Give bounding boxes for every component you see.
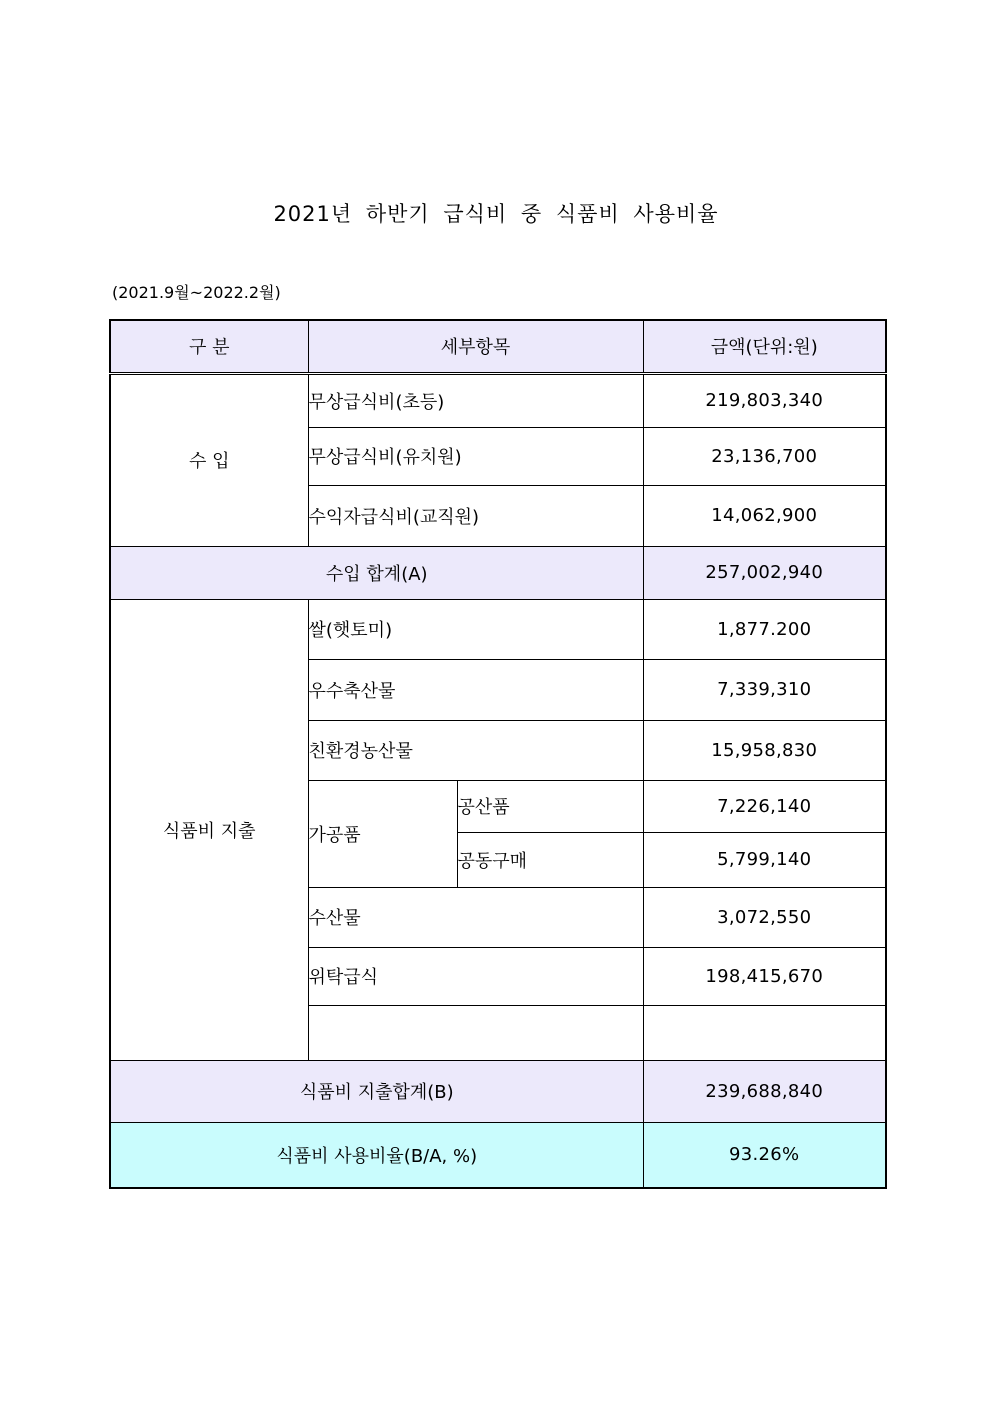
ratio-value: 93.26%	[643, 1122, 886, 1188]
processed-category: 가공품	[308, 780, 457, 887]
page-title: 2021년 하반기 급식비 중 식품비 사용비율	[273, 202, 719, 226]
food-cost-table	[109, 319, 887, 1189]
table-row	[110, 599, 886, 659]
period-label: (2021.9월~2022.2월)	[112, 283, 281, 302]
amount-cell: 15,958,830	[643, 720, 886, 780]
item-cell: 위탁급식	[308, 947, 643, 1005]
header-item: 세부항목	[308, 320, 643, 373]
item-cell: 친환경농산물	[308, 720, 643, 780]
table-row	[110, 373, 886, 427]
amount-cell: 14,062,900	[643, 485, 886, 546]
amount-cell: 198,415,670	[643, 947, 886, 1005]
expense-total-row	[110, 1060, 886, 1122]
item-cell: 무상급식비(유치원)	[308, 427, 643, 485]
amount-cell: 1,877.200	[643, 599, 886, 659]
amount-cell: 7,226,140	[643, 780, 886, 832]
item-cell: 수익자급식비(교직원)	[308, 485, 643, 546]
item-cell: 무상급식비(초등)	[308, 373, 643, 427]
item-cell	[308, 1005, 643, 1060]
income-total-label: 수입 합계(A)	[110, 546, 643, 599]
expense-total-amount: 239,688,840	[643, 1060, 886, 1122]
amount-cell: 23,136,700	[643, 427, 886, 485]
amount-cell: 3,072,550	[643, 887, 886, 947]
income-total-amount: 257,002,940	[643, 546, 886, 599]
expense-total-label: 식품비 지출합계(B)	[110, 1060, 643, 1122]
amount-cell: 7,339,310	[643, 659, 886, 720]
item-cell: 수산물	[308, 887, 643, 947]
ratio-row	[110, 1122, 886, 1188]
amount-cell	[643, 1005, 886, 1060]
expense-category: 식품비 지출	[110, 599, 308, 1060]
income-category: 수 입	[110, 373, 308, 546]
item-cell: 쌀(햇토미)	[308, 599, 643, 659]
ratio-label: 식품비 사용비율(B/A, %)	[110, 1122, 643, 1188]
item-cell: 우수축산물	[308, 659, 643, 720]
header-category: 구 분	[110, 320, 308, 373]
header-amount: 금액(단위:원)	[643, 320, 886, 373]
header-row	[110, 320, 886, 373]
amount-cell: 219,803,340	[643, 373, 886, 427]
item-cell: 공산품	[457, 780, 643, 832]
item-cell: 공동구매	[457, 832, 643, 887]
amount-cell: 5,799,140	[643, 832, 886, 887]
income-total-row	[110, 546, 886, 599]
